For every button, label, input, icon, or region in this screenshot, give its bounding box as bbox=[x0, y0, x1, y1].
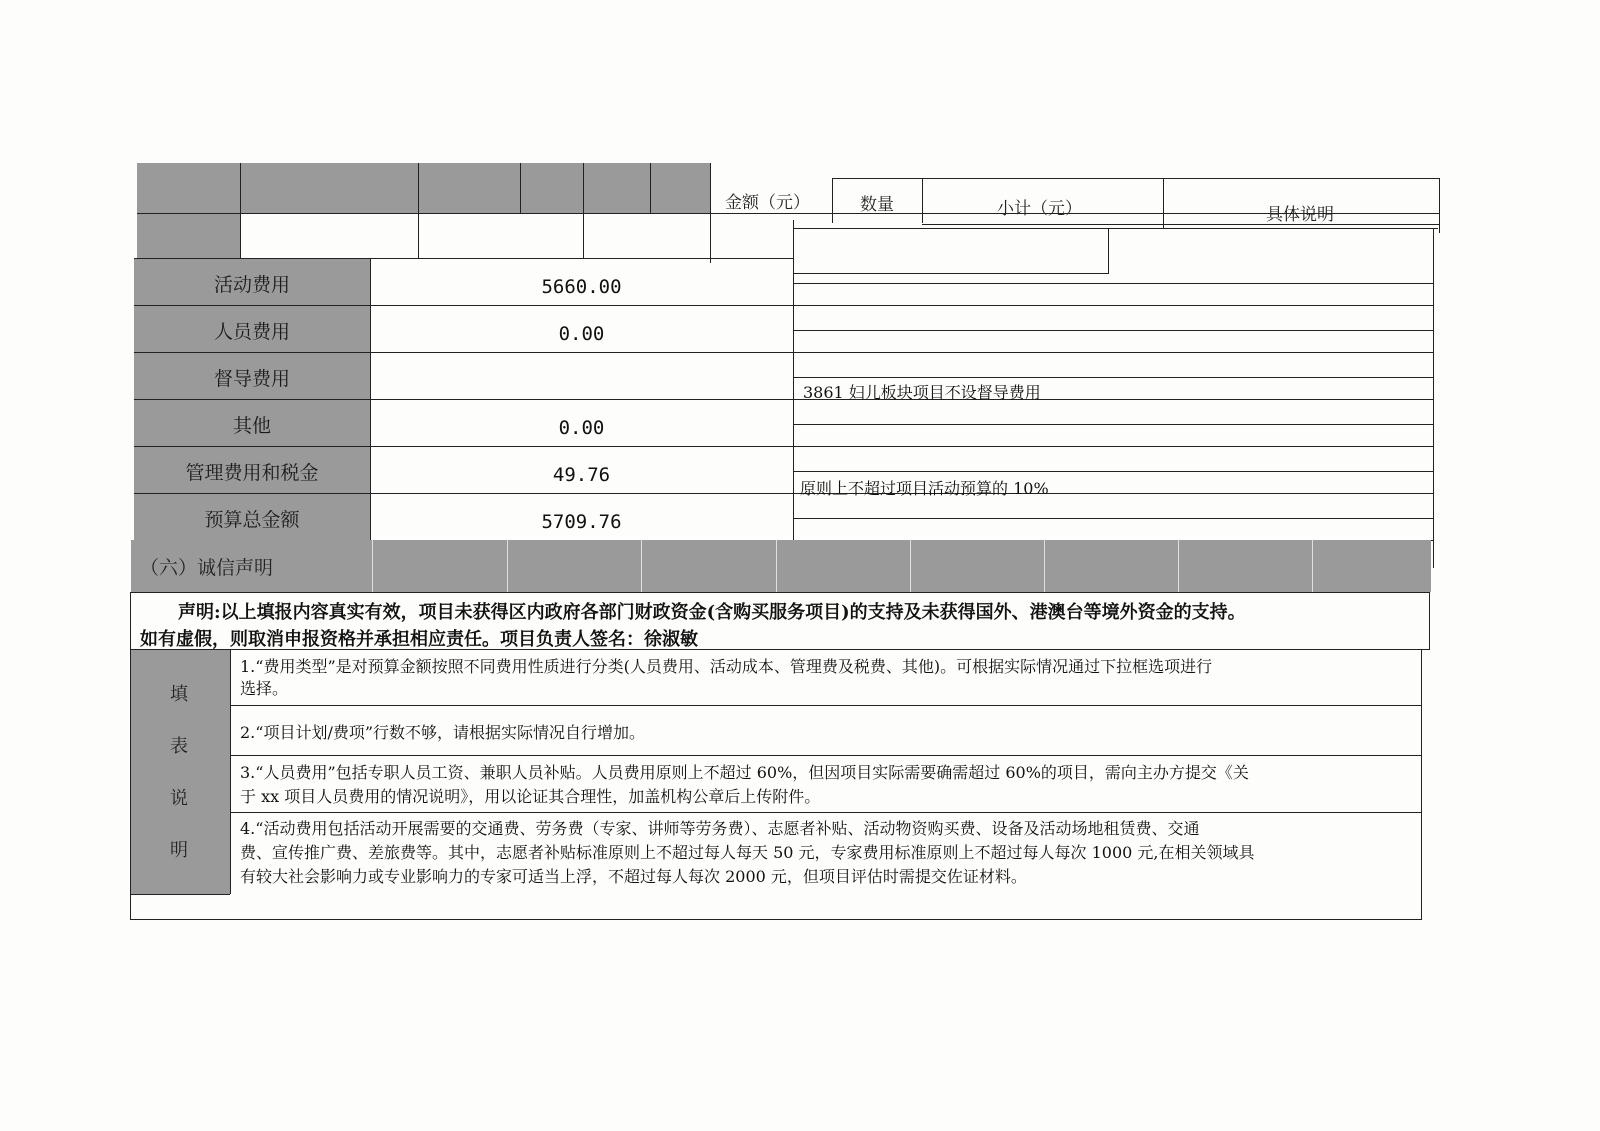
header-quantity-label: 数量 bbox=[860, 195, 894, 215]
instruction-item-line: 费、宣传推广费、差旅费等。其中，志愿者补贴标准原则上不超过每人每天 50 元，专家费用标准原则上不超过每人每次 1000 元,在相关领域具 bbox=[240, 843, 1255, 862]
instruction-item-line: 1.“费用类型”是对预算金额按照不同费用性质进行分类(人员费用、活动成本、管理费及税费、其他)。可根据实际情况通过下拉框选项进行 bbox=[240, 657, 1213, 676]
budget-row-note: 3861 妇儿板块项目不设督导费用 bbox=[803, 383, 1041, 402]
section-six-title: （六）诚信声明 bbox=[140, 557, 274, 579]
header-subtotal-label: 小计（元） bbox=[997, 199, 1082, 219]
instructions-side-char: 表 bbox=[170, 736, 188, 757]
budget-row-amount: 5660.00 bbox=[541, 276, 622, 298]
section-six-band bbox=[131, 540, 1431, 592]
instructions-side-char: 明 bbox=[170, 840, 188, 861]
budget-row-label: 其他 bbox=[232, 415, 271, 437]
instruction-item-line: 2.“项目计划/费项”行数不够，请根据实际情况自行增加。 bbox=[240, 723, 646, 742]
instruction-item-line: 于 xx 项目人员费用的情况说明》，用以论证其合理性，加盖机构公章后上传附件。 bbox=[240, 787, 821, 806]
budget-row-label: 人员费用 bbox=[213, 321, 290, 343]
declaration-line-1: 声明:以上填报内容真实有效，项目未获得区内政府各部门财政资金(含购买服务项目)的支持及未获得国外、港澳台等境外资金的支持。 bbox=[178, 602, 1246, 623]
budget-row-label: 管理费用和税金 bbox=[185, 462, 319, 484]
header-gray-block-left bbox=[137, 213, 240, 258]
header-gray-block-top bbox=[137, 163, 710, 213]
budget-row-note: 原则上不超过项目活动预算的 10% bbox=[800, 479, 1049, 498]
instruction-item-line: 有较大社会影响力或专业影响力的专家可适当上浮，不超过每人每次 2000 元，但项目评估时需提交佐证材料。 bbox=[240, 867, 1027, 886]
instruction-item-line: 3.“人员费用”包括专职人员工资、兼职人员补贴。人员费用原则上不超过 60%，但因项目实际需要确需超过 60%的项目，需向主办方提交《关 bbox=[240, 763, 1249, 782]
instructions-side-char: 填 bbox=[170, 684, 188, 705]
budget-row-label: 预算总金额 bbox=[204, 509, 300, 531]
budget-row-label: 督导费用 bbox=[213, 368, 290, 390]
budget-row-amount: 0.00 bbox=[558, 323, 605, 345]
declaration-line-2: 如有虚假，则取消申报资格并承担相应责任。项目负责人签名：徐淑敏 bbox=[140, 629, 698, 650]
budget-row-amount: 49.76 bbox=[552, 464, 611, 486]
budget-row-amount: 0.00 bbox=[558, 417, 605, 439]
budget-row-amount: 5709.76 bbox=[541, 511, 622, 533]
instructions-side-char: 说 bbox=[170, 788, 188, 809]
header-amount-label: 金额（元） bbox=[725, 193, 810, 213]
header-description-label: 具体说明 bbox=[1266, 205, 1334, 225]
instruction-item-line: 选择。 bbox=[240, 679, 289, 698]
budget-row-label: 活动费用 bbox=[213, 274, 290, 296]
instruction-item-line: 4.“活动费用包括活动开展需要的交通费、劳务费（专家、讲师等劳务费）、志愿者补贴、活动物资购买费、设备及活动场地租赁费、交通 bbox=[240, 819, 1200, 838]
